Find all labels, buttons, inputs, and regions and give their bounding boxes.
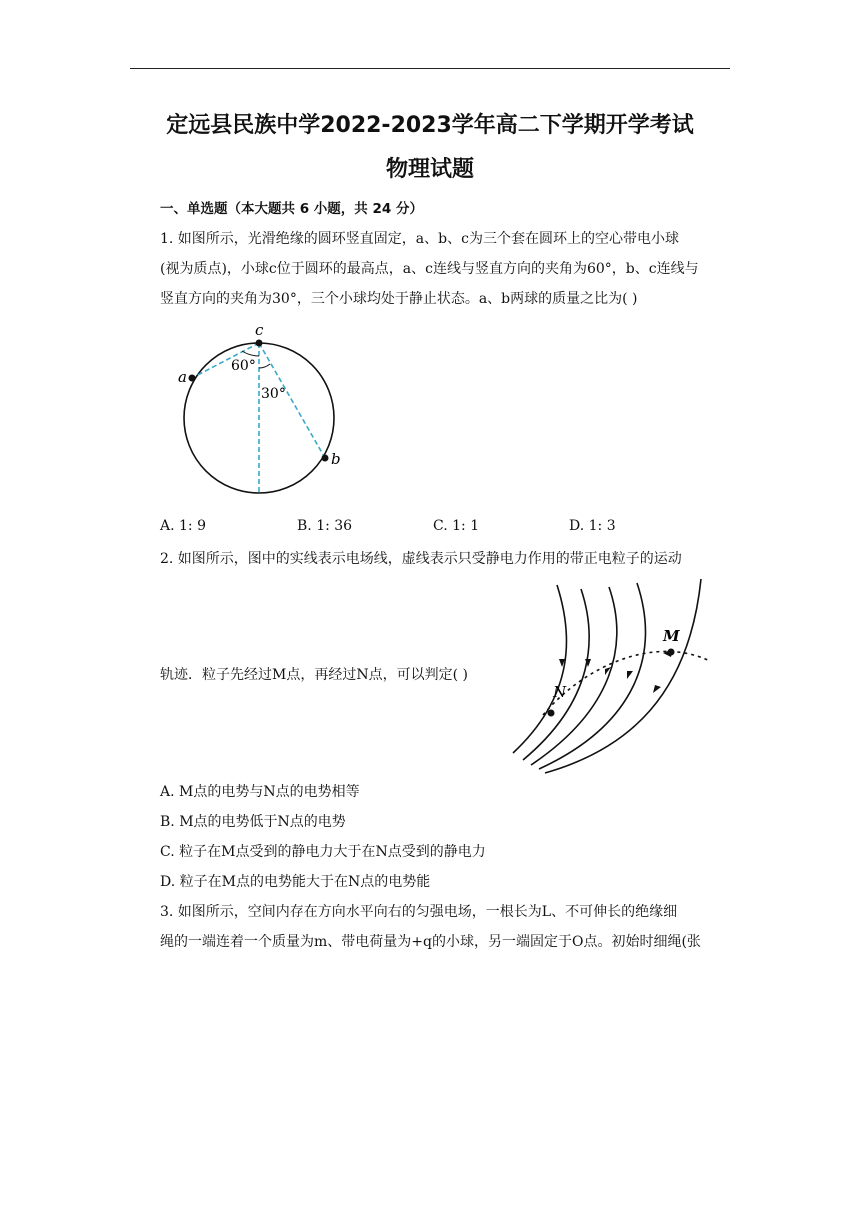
field-arrow [653,685,661,693]
label-b: b [331,450,341,468]
q2-option-a: A. M点的电势与N点的电势相等 [160,784,360,800]
q2-option-b: B. M点的电势低于N点的电势 [160,814,346,830]
field-line [523,589,589,760]
ball-a [189,375,196,382]
q1-option-b: B. 1: 36 [297,518,353,534]
q1-text-line: (视为质点)，小球c位于圆环的最高点，a、c连线与竖直方向的夹角为60°，b、c连线与 [160,261,699,277]
angle-arc-30 [259,364,270,368]
q2-option-c: C. 粒子在M点受到的静电力大于在N点受到的静电力 [160,844,486,860]
q2-field-figure [505,575,720,775]
field-arrow [627,671,633,679]
exam-title: 定远县民族中学2022-2023学年高二下学期开学考试 [166,113,694,138]
header-rule [130,68,730,69]
q1-circle-figure [170,318,360,498]
label-60: 60° [231,358,256,374]
label-a: a [178,368,187,386]
q1-option-d: D. 1: 3 [569,518,616,534]
q1-option-c: C. 1: 1 [433,518,480,534]
q1-text-line: 竖直方向的夹角为30°，三个小球均处于静止状态。a、b两球的质量之比为( ) [160,291,638,307]
trajectory [543,651,710,715]
angle-arc-60 [242,351,259,356]
field-line [531,587,617,765]
ball-b [322,455,329,462]
label-M: M [663,627,680,645]
exam-subtitle: 物理试题 [385,157,474,182]
field-line [539,583,645,769]
field-line [513,585,567,753]
label-30: 30° [261,386,286,402]
q3-text-line: 3. 如图所示，空间内存在方向水平向右的匀强电场，一根长为L、不可伸长的绝缘细 [160,904,678,920]
ball-c [256,340,263,347]
label-N: N [553,683,567,701]
q2-text-line: 轨迹．粒子先经过M点，再经过N点，可以判定( ) [160,667,468,683]
point-N [548,710,555,717]
q2-text-line: 2. 如图所示，图中的实线表示电场线，虚线表示只受静电力作用的带正电粒子的运动 [160,551,682,567]
q1-option-a: A. 1: 9 [160,518,206,534]
q2-option-d: D. 粒子在M点的电势能大于在N点的电势能 [160,874,431,890]
q3-text-line: 绳的一端连着一个质量为m、带电荷量为+q的小球，另一端固定于O点。初始时细绳(张 [160,934,701,950]
field-line [545,579,701,773]
label-c: c [255,321,264,339]
section-heading: 一、单选题（本大题共 6 小题，共 24 分） [160,201,423,217]
q1-text-line: 1. 如图所示，光滑绝缘的圆环竖直固定，a、b、c为三个套在圆环上的空心带电小球 [160,231,679,247]
point-M [668,649,675,656]
